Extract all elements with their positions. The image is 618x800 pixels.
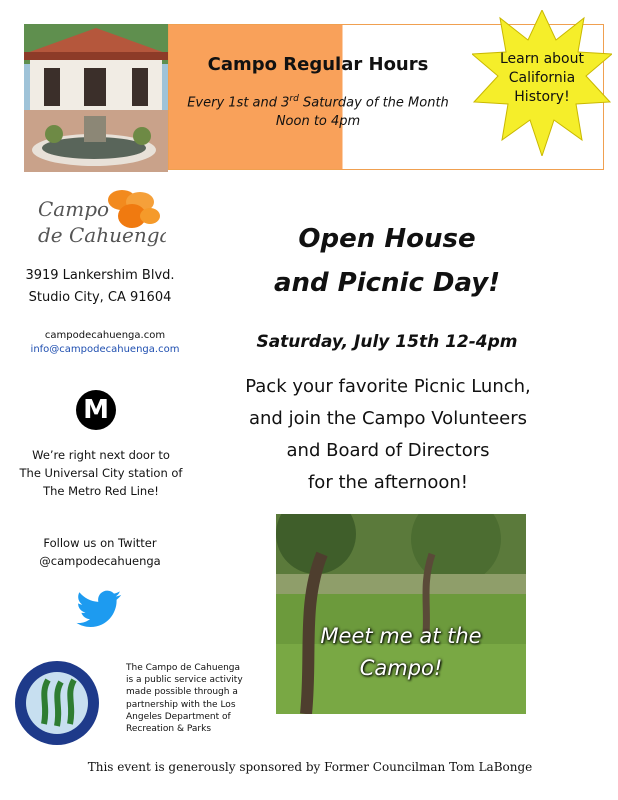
campo-logo xyxy=(36,182,166,252)
hours-time: Noon to 4pm xyxy=(275,114,361,129)
event-title-line1: Open House xyxy=(298,224,476,254)
invite-line: Pack your favorite Picnic Lunch, xyxy=(245,376,531,397)
address-city: Studio City, CA 91604 xyxy=(28,290,172,305)
photo-caption-line2: Campo! xyxy=(359,656,443,680)
picnic-grounds-photo xyxy=(276,514,526,714)
twitter-bird-icon[interactable] xyxy=(76,590,122,630)
metro-text-line3: The Metro Red Line! xyxy=(43,484,159,498)
metro-icon: M xyxy=(76,390,116,430)
address-street: 3919 Lankershim Blvd. xyxy=(25,268,175,283)
invite-line: and join the Campo Volunteers xyxy=(248,408,527,429)
burst-callout: Learn about California History! xyxy=(500,51,584,105)
twitter-handle[interactable]: @campodecahuenga xyxy=(39,554,161,568)
email-link[interactable]: info@campodecahuenga.com xyxy=(30,344,180,355)
website-link[interactable]: campodecahuenga.com xyxy=(44,330,166,341)
photo-caption-line1: Meet me at the xyxy=(320,624,482,648)
twitter-follow-label: Follow us on Twitter xyxy=(43,536,157,550)
metro-text-line1: We’re right next door to xyxy=(32,448,170,462)
adobe-building-photo xyxy=(24,24,168,172)
sponsor-note: This event is generously sponsored by Former Councilman Tom LaBonge xyxy=(87,760,533,774)
svg-text:de Cahuenga: de Cahuenga xyxy=(38,223,166,247)
invite-line: and Board of Directors xyxy=(286,440,490,461)
event-title-line2: and Picnic Day! xyxy=(273,268,501,298)
partnership-note: The Campo de Cahuenga is a public service activity made possible through a partnership with the Los Angeles Department of Recreation & Parks xyxy=(126,663,243,735)
la-rec-parks-seal-icon xyxy=(14,660,100,746)
metro-text-line2: The Universal City station of xyxy=(19,466,183,480)
hours-schedule: Every 1st and 3rd Saturday of the Month xyxy=(187,94,449,111)
invite-line: for the afternoon! xyxy=(307,472,469,493)
hours-title: Campo Regular Hours xyxy=(207,54,429,75)
event-date: Saturday, July 15th 12-4pm xyxy=(256,332,518,352)
svg-text:Campo: Campo xyxy=(38,197,110,221)
